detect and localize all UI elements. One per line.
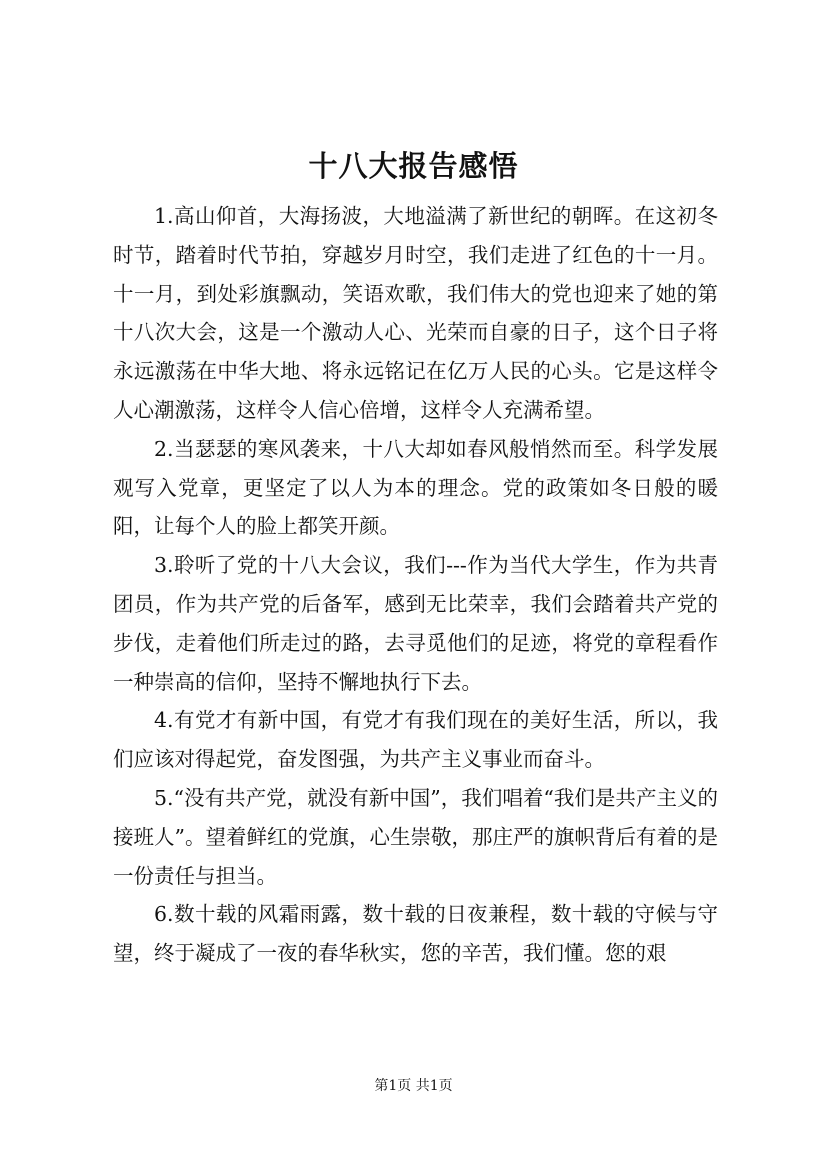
paragraph-2: 2.当瑟瑟的寒风袭来，十八大却如春风般悄然而至。科学发展观写入党章，更坚定了以人为本的理念。党的政策如冬日般的暖阳，让每个人的脸上都笑开颜。 (113, 436, 718, 539)
paragraph-4: 4.有党才有新中国，有党才有我们现在的美好生活，所以，我们应该对得起党，奋发图强，为共产主义事业而奋斗。 (113, 708, 718, 772)
paragraph-6: 6.数十载的风霜雨露，数十载的日夜兼程，数十载的守候与守望，终于凝成了一夜的春华秋实，您的辛苦，我们懂。您的艰 (113, 902, 718, 966)
document-title: 十八大报告感悟 (308, 149, 519, 183)
document-body (113, 197, 718, 973)
paragraph-3: 3.聆听了党的十八大会议，我们---作为当代大学生，作为共青团员，作为共产党的后备军，感到无比荣幸，我们会踏着共产党的步伐，走着他们所走过的路，去寻觅他们的足迹，将党的章程看作一种崇高的信仰，坚持不懈地执行下去。 (113, 553, 718, 694)
paragraph-1: 1.高山仰首，大海扬波，大地溢满了新世纪的朝晖。在这初冬时节，踏着时代节拍，穿越岁月时空，我们走进了红色的十一月。十一月，到处彩旗飘动，笑语欢歌，我们伟大的党也迎来了她的第十八次大会，这是一个激动人心、光荣而自豪的日子，这个日子将永远激荡在中华大地、将永远铭记在亿万人民的心头。它是这样令人心潮激荡，这样令人信心倍增，这样令人充满希望。 (113, 204, 718, 422)
page-footer: 第1页 共1页 (374, 1078, 453, 1094)
paragraph-5: 5.“没有共产党，就没有新中国”，我们唱着“我们是共产主义的接班人”。望着鲜红的党旗，心生崇敬，那庄严的旗帜背后有着的是一份责任与担当。 (113, 785, 718, 888)
